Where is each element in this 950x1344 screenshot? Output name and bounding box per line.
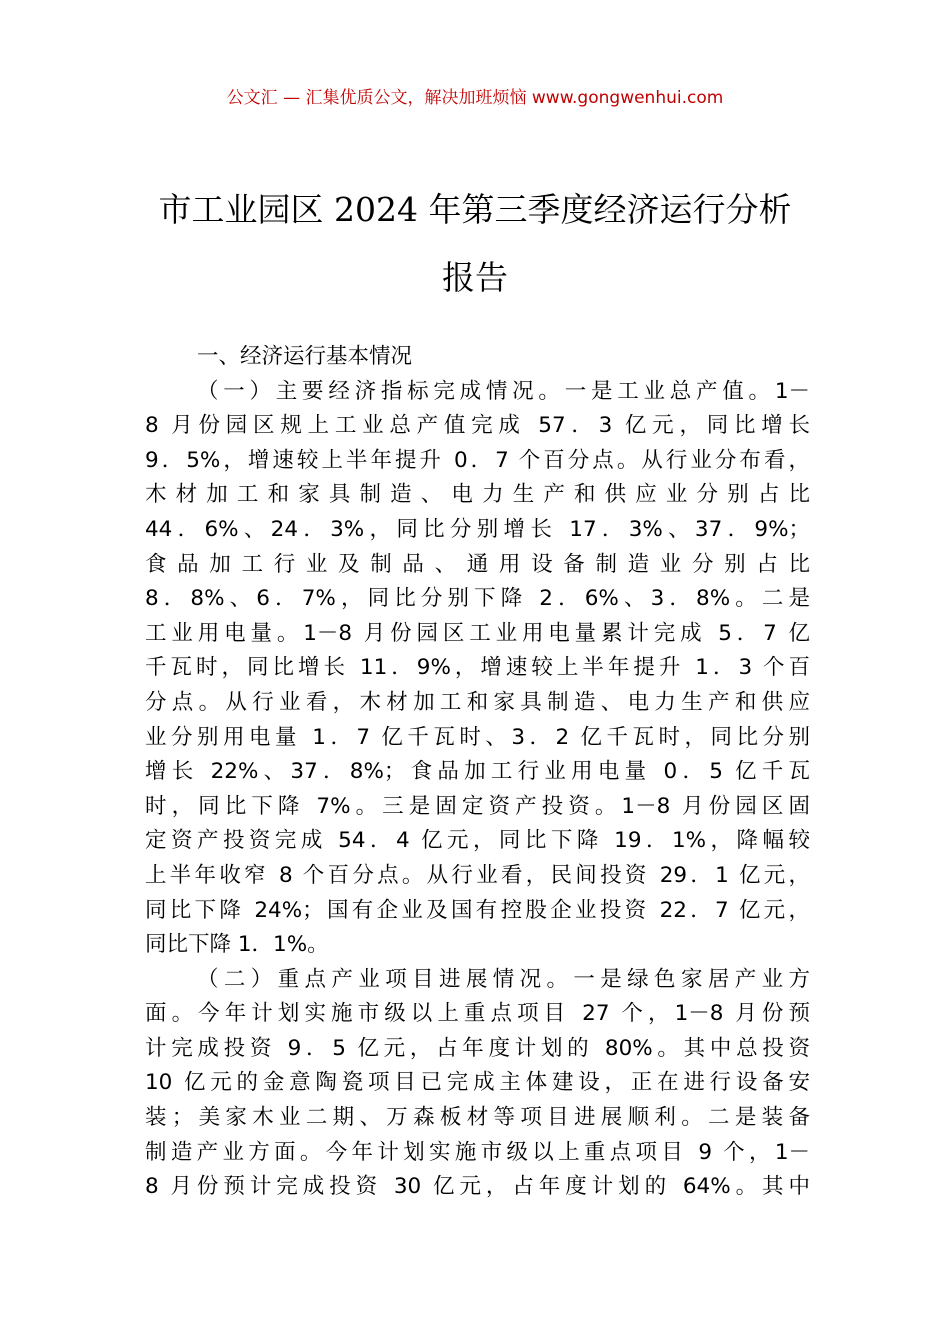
paragraph-line: 10 亿元的金意陶瓷项目已完成主体建设，正在进行设备安 (145, 1070, 810, 1096)
paragraph-line: 木材加工和家具制造、电力生产和供应业分别占比 (145, 482, 810, 508)
paragraph-line: 8 月份园区规上工业总产值完成 57．3 亿元，同比增长 (145, 413, 810, 439)
paragraph-line: 分点。从行业看，木材加工和家具制造、电力生产和供应 (145, 689, 810, 715)
paragraph-line: 44．6%、24．3%，同比分别增长 17．3%、37．9%； (145, 516, 810, 542)
document-body (145, 340, 810, 1205)
title-line: 报告 (442, 258, 508, 297)
paragraph-line: 定资产投资完成 54．4 亿元，同比下降 19．1%，降幅较 (145, 828, 810, 854)
paragraph-line: （二）重点产业项目进展情况。一是绿色家居产业方 (197, 966, 810, 992)
paragraph-line: 同比下降 24%；国有企业及国有控股企业投资 22．7 亿元， (145, 897, 810, 923)
paragraph-line: 同比下降 1．1%。 (145, 932, 329, 958)
title-line: 市工业园区 2024 年第三季度经济运行分析 (158, 190, 792, 229)
paragraph-line: 业分别用电量 1．7 亿千瓦时、3．2 亿千瓦时，同比分别 (145, 724, 810, 750)
paragraph-line: 面。今年计划实施市级以上重点项目 27 个，1－8 月份预 (145, 1001, 810, 1027)
paragraph-line: 计完成投资 9．5 亿元，占年度计划的 80%。其中总投资 (145, 1035, 810, 1061)
paragraph-line: 8．8%、6．7%，同比分别下降 2．6%、3．8%。二是 (145, 586, 810, 612)
paragraph-line: 8 月份预计完成投资 30 亿元，占年度计划的 64%。其中 (145, 1174, 810, 1200)
paragraph-line: 工业用电量。1－8 月份园区工业用电量累计完成 5．7 亿 (145, 620, 810, 646)
watermark-header: 公文汇 — 汇集优质公文，解决加班烦恼 www.gongwenhui.com (226, 88, 724, 108)
paragraph-line: 装；美家木业二期、万森板材等项目进展顺利。二是装备 (145, 1105, 810, 1131)
section-heading: 一、经济运行基本情况 (197, 344, 413, 369)
paragraph-line: 时，同比下降 7%。三是固定资产投资。1－8 月份园区固 (145, 793, 810, 819)
paragraph-line: 上半年收窄 8 个百分点。从行业看，民间投资 29．1 亿元， (145, 862, 810, 888)
paragraph-line: （一）主要经济指标完成情况。一是工业总产值。1－ (197, 378, 810, 404)
paragraph-line: 千瓦时，同比增长 11．9%，增速较上半年提升 1．3 个百 (145, 655, 810, 681)
paragraph-line: 9．5%，增速较上半年提升 0．7 个百分点。从行业分布看， (145, 447, 810, 473)
paragraph-line: 制造产业方面。今年计划实施市级以上重点项目 9 个，1－ (145, 1139, 810, 1165)
paragraph-line: 增长 22%、37．8%；食品加工行业用电量 0．5 亿千瓦 (145, 759, 810, 785)
document-title (60, 176, 890, 312)
paragraph-line: 食品加工行业及制品、通用设备制造业分别占比 (145, 551, 810, 577)
